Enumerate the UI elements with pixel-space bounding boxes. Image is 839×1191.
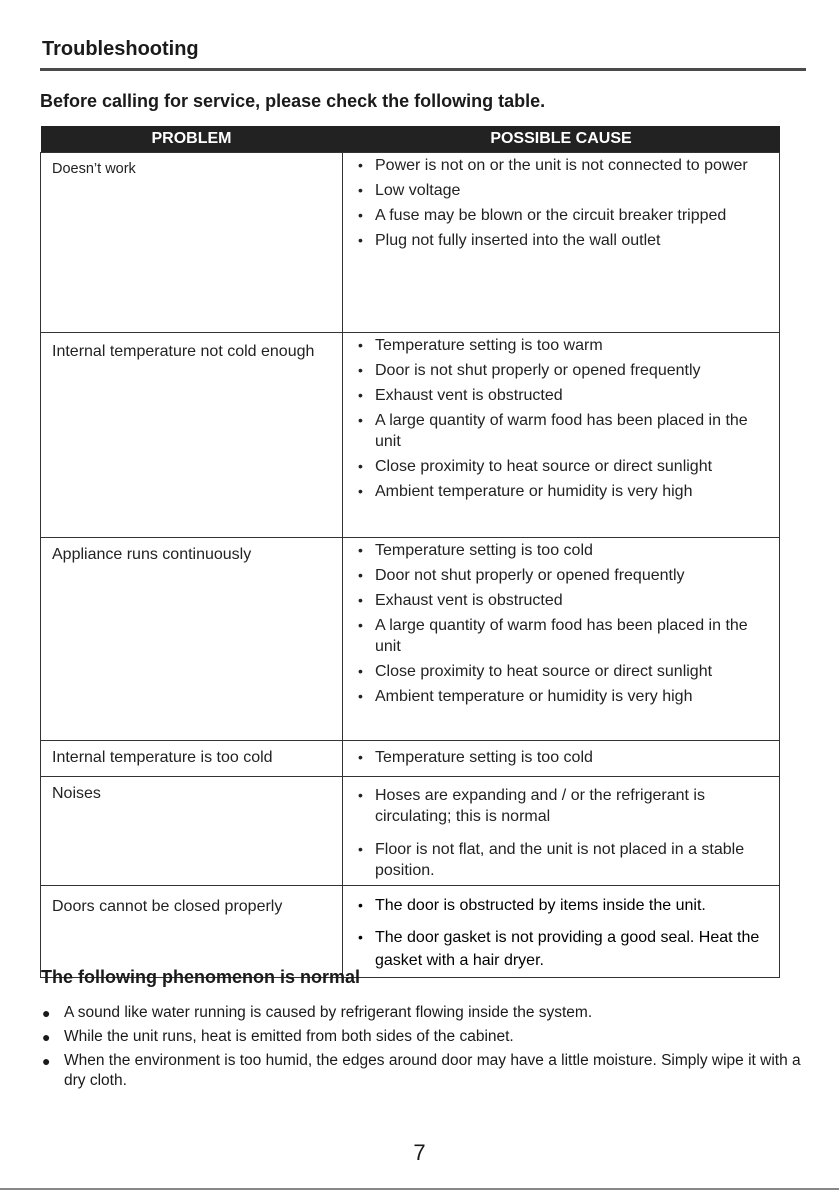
problem-cell: Noises [41,777,343,886]
problem-cell: Internal temperature not cold enough [41,333,343,538]
normal-item-text: While the unit runs, heat is emitted from both sides of the cabinet. [64,1028,514,1045]
cause-item: • A large quantity of warm food has been placed in the unit [356,615,775,657]
cause-item: • Power is not on or the unit is not connected to power [356,155,775,176]
cause-cell [343,741,780,777]
page-title: Troubleshooting [42,38,199,60]
cause-list [356,155,775,251]
cause-list [356,747,775,768]
cause-item: • Door not shut properly or opened frequently [356,565,775,586]
cause-item: • Temperature setting is too warm [356,335,775,356]
cause-list [356,895,775,972]
cause-cell [343,886,780,978]
cause-item: • Exhaust vent is obstructed [356,385,775,406]
cause-cell [343,538,780,741]
cause-list [356,540,775,707]
table-row [41,333,780,538]
cause-item: • The door gasket is not providing a good seal. Heat the gasket with a hair dryer. [356,926,775,972]
cause-cell [343,777,780,886]
cause-item: • The door is obstructed by items inside the unit. [356,895,775,916]
cause-item: • Ambient temperature or humidity is very high [356,686,775,707]
cause-item: • Low voltage [356,180,775,201]
list-item [40,1051,810,1091]
cause-item: • A large quantity of warm food has been placed in the unit [356,410,775,452]
intro-text: Before calling for service, please check the following table. [40,91,546,111]
bottom-divider [0,1188,839,1190]
table-row [41,777,780,886]
table-row [41,538,780,741]
normal-phenomena-list [40,1003,810,1095]
column-header-cause: POSSIBLE CAUSE [343,126,780,153]
problem-cell: Internal temperature is too cold [41,741,343,777]
cause-list [356,335,775,502]
troubleshooting-table [40,126,780,978]
cause-list [356,785,775,881]
page-number: 7 [413,1140,426,1165]
cause-item: • Floor is not flat, and the unit is not placed in a stable position. [356,839,775,881]
table-row [41,741,780,777]
cause-item: • Plug not fully inserted into the wall outlet [356,230,775,251]
list-item [40,1003,810,1023]
cause-item: • Close proximity to heat source or direct sunlight [356,456,775,477]
cause-item: • Hoses are expanding and / or the refrigerant is circulating; this is normal [356,785,775,827]
problem-cell: Appliance runs continuously [41,538,343,741]
normal-phenomena-title: The following phenomenon is normal [41,967,360,987]
bullet-icon: ● [42,1029,51,1045]
title-divider [40,68,806,71]
cause-item: • Close proximity to heat source or direct sunlight [356,661,775,682]
column-header-problem: PROBLEM [41,126,343,153]
cause-item: • Ambient temperature or humidity is very high [356,481,775,502]
cause-item: • A fuse may be blown or the circuit breaker tripped [356,205,775,226]
table-row [41,153,780,333]
cause-cell [343,333,780,538]
cause-item: • Door is not shut properly or opened frequently [356,360,775,381]
cause-item: • Temperature setting is too cold [356,540,775,561]
bullet-icon: ● [42,1005,51,1021]
problem-cell: Doesn’t work [41,153,343,333]
table-header-row [41,126,780,153]
list-item [40,1027,810,1047]
cause-cell [343,153,780,333]
bullet-icon: ● [42,1053,51,1069]
normal-item-text: When the environment is too humid, the edges around door may have a little moisture. Simply wipe it with a dry cloth. [64,1052,801,1089]
cause-item: • Exhaust vent is obstructed [356,590,775,611]
normal-item-text: A sound like water running is caused by refrigerant flowing inside the system. [64,1004,593,1021]
problem-cell: Doors cannot be closed properly [41,886,343,978]
table-row [41,886,780,978]
cause-item: • Temperature setting is too cold [356,747,775,768]
